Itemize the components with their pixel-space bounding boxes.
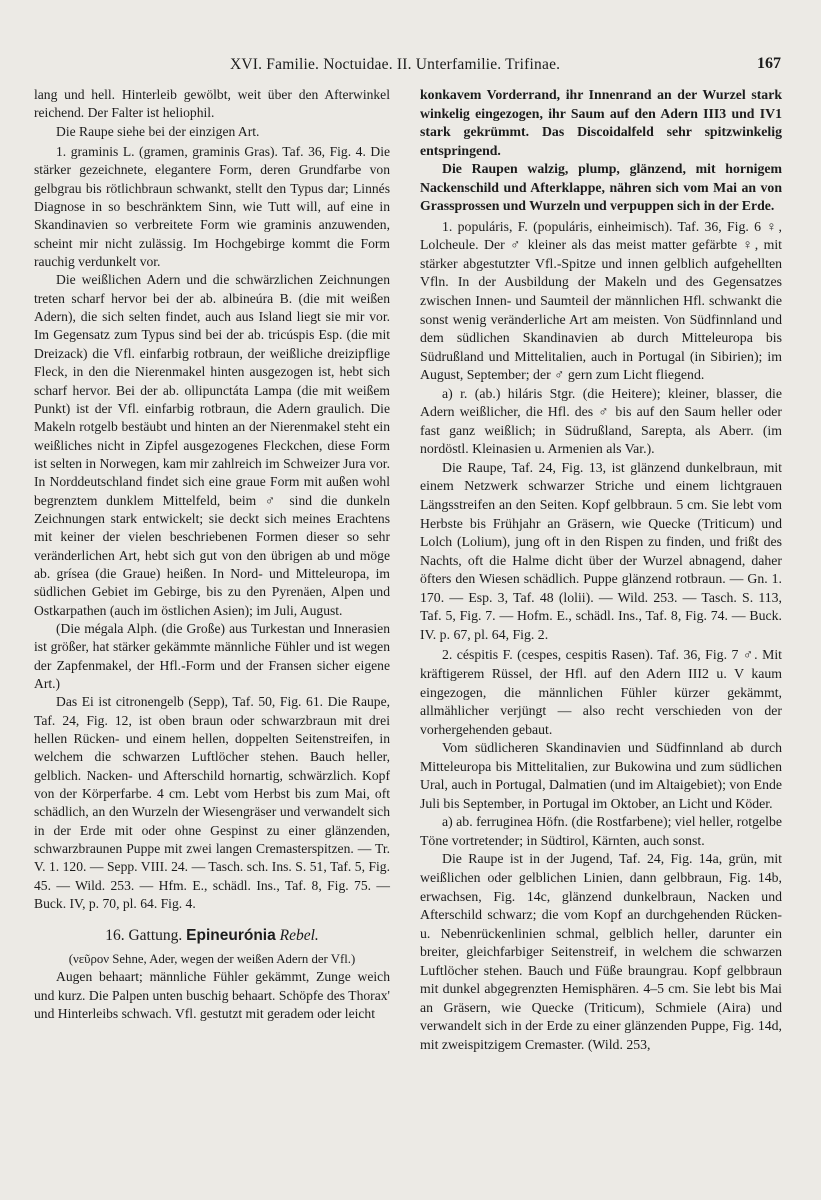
genus-name: Epineurónia xyxy=(186,927,276,945)
paragraph: Die weißlichen Adern und die schwärzlichen Zeichnungen treten scharf hervor bei der ab. albineúra B. (die mit weißen Adern), die sich selten findet, auch aus Island liegt sie mir vor. Im Gegensatz zum Typus sind bei der ab. tricúspis Esp. (die mit Dreizack) die Vfl. einfarbig rotbraun, der weißliche dreizipflige Fleck, in den die Nierenmakel hinten ausgezogen ist, hebt sich scharf hervor. Bei der ab. ollipunctáta Lampa (die mit weißem Punkt) ist der Vfl. einfarbig rotbraun, die Adern graulich. Die Makeln rotgelb bestäubt und hinten an der Nierenmakel steht ein weißliches nicht in Zipfel ausgezogenes Fleckchen, diese Form ist selten in Norwegen, kam mir zahlreich im Schweizer Jura vor. In Norddeutschland findet sich eine graue Form mit außen wohl begrenztem dunklem Mittelfeld, beim ♂ sind die dunkeln Zeichnungen stark entwickelt; sie deckt sich meines Erachtens mit keiner der vielen beschriebenen Formen dieser so sehr veränderlichen Art, hebt sich gut von den übrigen ab und möge ab. grísea (die Graue) heißen. In Nord- und Mitteleuropa, im südlichen Gebiet im Gebirge, bis zu den Pyrenäen, Alpen und Ostkarpathen (auch im östlichen Asien); im Juli, August. xyxy=(34,272,390,618)
species-entry-graminis: 1. graminis L. (gramen, graminis Gras). Taf. 36, Fig. 4. Die stärker gezeichnete, elegantere Form, deren Grundfarbe von gelbgrau bis rötlichbraun schwankt, stellt den Typus dar; Linnés Diagnose in so beschränktem Sinn, wie Tutt will, auf eine in Skandinavien so verbreitete Form wie graminis anzuwenden, scheint mir nicht zulässig. Im Hochgebirge kommt die Form rauchig verdunkelt vor. xyxy=(34,144,390,270)
species-entry-popularis: 1. populáris, F. (populáris, einheimisch). Taf. 36, Fig. 6 ♀, Lolcheule. Der ♂ kleiner als das meist matter gefärbte ♀, mit stärker abgestutzter Vfl.-Spitze und innen gelblich aufgehellten Vfln. In der Ausbildung der Makeln und des Gegensatzes zwischen Innen- und Saumteil der männlichen Hfl. schwankt die sonst wenig veränderliche Art am meisten. Von Südfinnland und dem südlichen Skandinavien ab durch Mitteleuropa bis Südrußland und Mittelitalien, auch in Portugal (in Sibirien); im August, September; der ♂ gern zum Licht fliegend. xyxy=(420,218,782,383)
genus-heading xyxy=(34,927,390,945)
running-header xyxy=(230,50,783,76)
genus-author: Rebel. xyxy=(279,927,319,945)
paragraph: (Die mégala Alph. (die Große) aus Turkestan und Innerasien ist größer, hat stärker gekämmte männliche Fühler und ist wegen der Zapfenmakel, der Hfl.-Form und der Fransen sicher eigene Art.) xyxy=(34,620,390,691)
paragraph: a) ab. ferruginea Höfn. (die Rostfarbene); viel heller, rotgelbe Töne vortretender; in Südtirol, Kärnten, auch sonst. xyxy=(420,814,783,848)
right-column xyxy=(420,86,782,1054)
paragraph: Die Raupe siehe bei der einzigen Art. xyxy=(56,123,260,139)
paragraph: Die Raupe ist in der Jugend, Taf. 24, Fig. 14a, grün, mit weißlichen oder gelblichen Linien, dann gelbbraun, Fig. 14b, erwachsen, Fig. 14c, glänzend dunkelbraun, Nacken und Afterschild schwarz; die vom Kopf an durchgehenden Rücken- u. Nebenrückenlinien schmal, gelblich heller, darunter ein breiter, gleichfarbiger Seitenstreif, in welchem die schwarzen Luftlöcher stehen. Bauch und Füße braungrau. Kopf gelbbraun mit dunkel abgegrenzten Hemisphären. 4–5 cm. Sie lebt bis Mai an Gräsern, wie Quecke (Triticum), Schmiele (Aira) und verwandelt sich in der Erde zu einer glänzenden Puppe, Fig. 14d, mit zweispitzigem Cremaster. (Wild. 253, xyxy=(420,851,782,1052)
paragraph: lang und hell. Hinterleib gewölbt, weit über den Afterwinkel reichend. Der Falter ist heliophil. xyxy=(34,87,390,121)
paragraph: konkavem Vorderrand, ihr Innenrand an der Wurzel stark winkelig eingezogen, ihr Saum auf den Adern III3 und IV1 stark gekrümmt. Das Discoidalfeld sehr spitzwinkelig entspringend. xyxy=(420,87,782,158)
paragraph: Augen behaart; männliche Fühler gekämmt, Zunge weich und kurz. Die Palpen unten buschig behaart. Schöpfe des Thorax' und Hinterleibs schwach. Vfl. gestutzt mit geradem oder leicht xyxy=(34,969,390,1021)
species-entry-cespitis: 2. céspitis F. (cespes, cespitis Rasen). Taf. 36, Fig. 7 ♂. Mit kräftigerem Rüssel, der Hfl. auf den Adern III2 u. V kaum eingezogen, die männlichen Fühler kürzer gekämmt, allmählicher verjüngt — also recht verschieden von der vorhergehenden gebaut. xyxy=(420,647,782,737)
paragraph: Die Raupen walzig, plump, glänzend, mit hornigem Nackenschild und Afterklappe, nähren sich vom Mai an von Grassprossen und Wurzeln und verpuppen sich in der Erde. xyxy=(420,161,782,214)
paragraph: Vom südlicheren Skandinavien und Südfinnland ab durch Mitteleuropa bis Mittelitalien, zur Bukowina und zum südlichen Ural, auch in Portugal, Dalmatien (und im Altaigebiet); von Ende Juli bis September, in Portugal im Oktober, an Licht und Köder. xyxy=(420,740,782,811)
paragraph: Die Raupe, Taf. 24, Fig. 13, ist glänzend dunkelbraun, mit einem Netzwerk schwarzer Striche und einem lichtgrauen Längsstreifen an den Seiten. Kopf gelbbraun. 5 cm. Sie lebt vom Herbste bis Frühjahr an Gräsern, wie Quecke (Triticum) und Lolch (Lolium), jung oft in den Rispen zu finden, und frißt des Nachts, oft die Halme dicht über der Wurzel abnagend, daher öfters den Wiesen schädlich. Puppe glänzend rotbraun. — Gn. 1. 170. — Esp. 3, Taf. 48 (lolii). — Wild. 253. — Tasch. S. 113, Taf. 5, Fig. 7. — Hofm. E., schädl. Ins., Taf. 8, Fig. 74. — Buck. IV. p. 67, pl. 64, Fig. 2. xyxy=(420,459,782,642)
paragraph: a) r. (ab.) hiláris Stgr. (die Heitere); kleiner, blasser, die Adern weißlicher, die Hfl. des ♂ bis auf den Saum heller oder fast ganz weißlich; in Südrußland, Sarepta, als Aberr. (im nordöstl. Kleinasien u. Armenien als Var.). xyxy=(420,385,782,457)
etymology: (νεῦρον Sehne, Ader, wegen der weißen Adern der Vfl.) xyxy=(68,951,356,966)
paragraph: Das Ei ist citronengelb (Sepp), Taf. 50, Fig. 61. Die Raupe, Taf. 24, Fig. 12, ist oben braun oder schwarzbraun mit drei hellen Rücken- und einem hellen, doppelten Seitenstreifen, in welchem die schwarzen Luftlöcher stehen. Bauch heller, gelblich. Nacken- und Afterschild hornartig, schwärzlich. Kopf von der Körperfarbe. 4 cm. Lebt vom Herbst bis zum Mai, oft schädlich, an den Wurzeln der Wiesengräser und verwandelt sich in der Erde mit oder ohne Gespinst zu einer glänzenden, schwarzbraunen Puppe mit zwei langen Cremasterspitzen. — Tr. V. 1. 120. — Sepp. VIII. 24. — Tasch. sch. Ins. S. 51, Taf. 5, Fig. 45. — Wild. 253. — Hfm. E., schädl. Ins., Taf. 8, Fig. 75. — Buck. IV, p. 70, pl. 64. Fig. 4. xyxy=(34,694,390,912)
genus-prefix: 16. Gattung. xyxy=(105,927,183,945)
left-column xyxy=(34,86,390,1023)
page-number: 167 xyxy=(757,55,781,72)
header-title: XVI. Familie. Noctuidae. II. Unterfamilie. Trifinae. xyxy=(230,56,561,73)
